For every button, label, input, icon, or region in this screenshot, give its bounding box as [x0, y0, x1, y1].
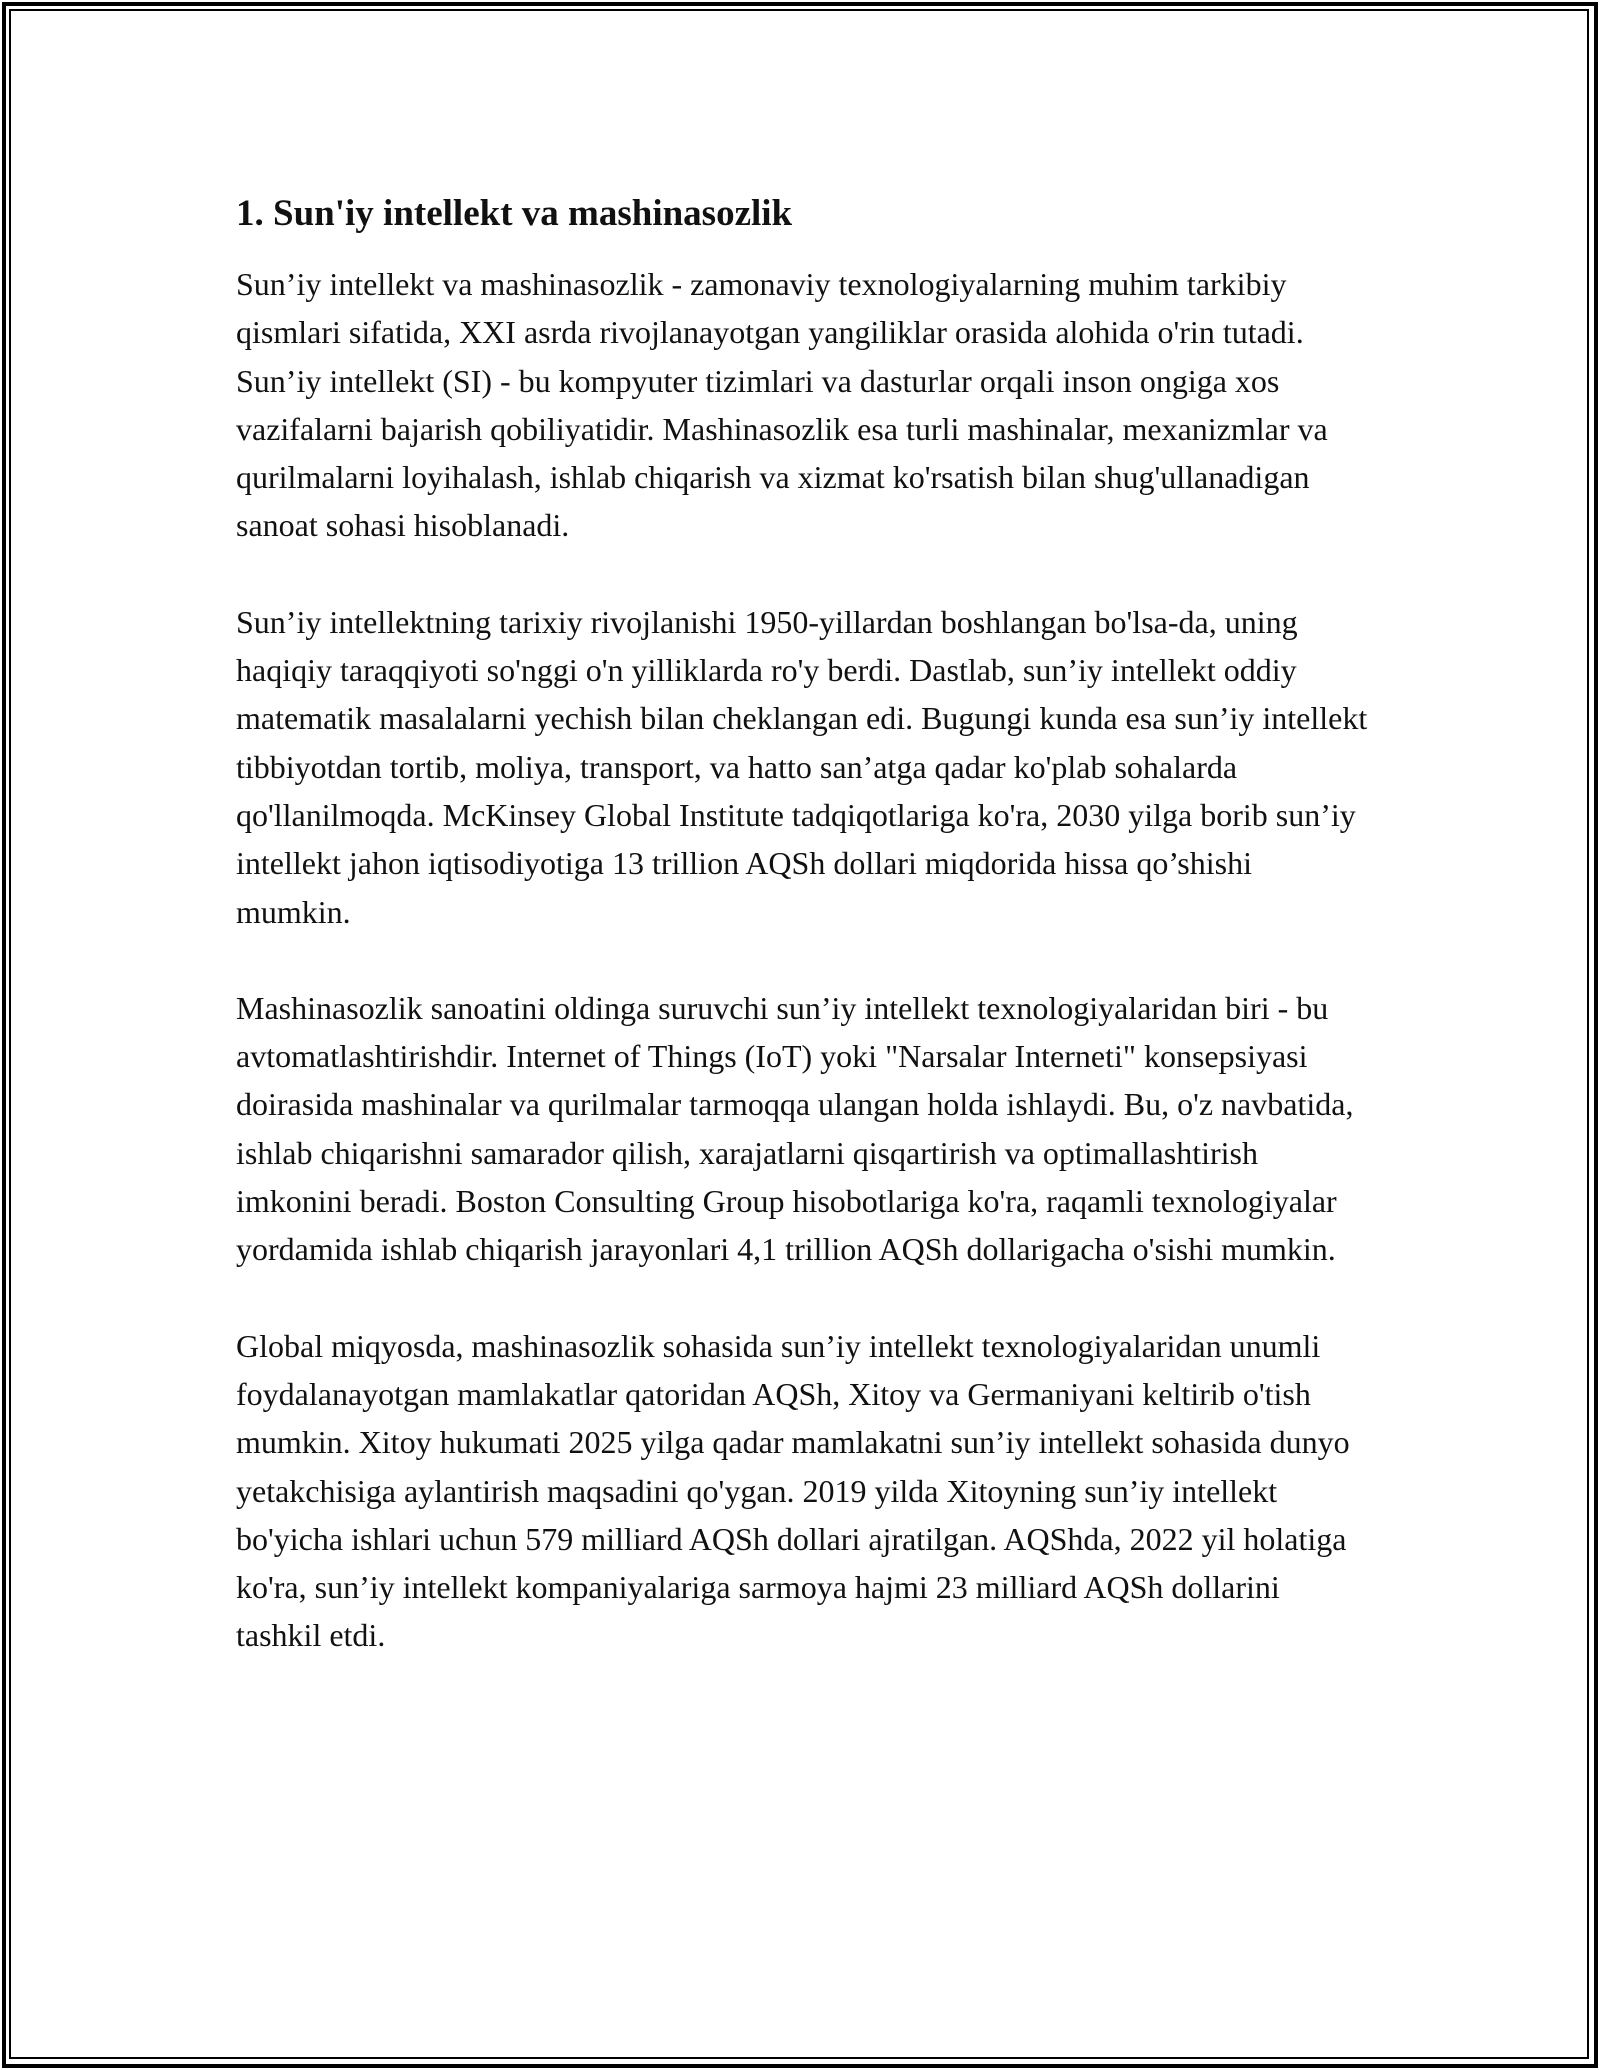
paragraph-1: Sun’iy intellekt va mashinasozlik - zamonaviy texnologiyalarning muhim tarkibiy qismlari sifatida, XXI asrda rivojlanayotgan yangiliklar orasida alohida o'rin tutadi. Sun’iy intellekt (SI) - bu kompyuter tizimlari va dasturlar orqali inson ongiga xos vazifalarni bajarish qobiliyatidir. Mashinasozlik esa turli mashinalar, mexanizmlar va qurilmalarni loyihalash, ishlab chiqarish va xizmat ko'rsatish bilan shug'ullanadigan sanoat sohasi hisoblanadi. [236, 266, 1328, 544]
paragraph-3: Mashinasozlik sanoatini oldinga suruvchi sun’iy intellekt texnologiyalaridan biri - bu avtomatlashtirishdir. Internet of Things (IoT) yoki "Narsalar Interneti" konsepsiyasi doirasida mashinalar va qurilmalar tarmoqqa ulangan holda ishlaydi. Bu, o'z navbatida, ishlab chiqarishni samarador qilish, xarajatlarni qisqartirish va optimallashtirish imkonini beradi. Boston Consulting Group hisobotlariga ko'ra, raqamli texnologiyalar yordamida ishlab chiqarish jarayonlari 4,1 trillion AQSh dollarigacha o'sishi mumkin. [236, 989, 1354, 1268]
section-heading: 1. Sun'iy intellekt va mashinasozlik [236, 193, 793, 234]
paragraph-4: Global miqyosda, mashinasozlik sohasida sun’iy intellekt texnologiyalaridan unumli foydalanayotgan mamlakatlar qatoridan AQSh, Xitoy va Germaniyani keltirib o'tish mumkin. Xitoy hukumati 2025 yilga qadar mamlakatni sun’iy intellekt sohasida dunyo yetakchisiga aylantirish maqsadini qo'ygan. 2019 yilda Xitoyning sun’iy intellekt bo'yicha ishlari uchun 579 milliard AQSh dollari ajratilgan. AQShda, 2022 yil holatiga ko'ra, sun’iy intellekt kompaniyalariga sarmoya hajmi 23 milliard AQSh dollarini tashkil etdi. [236, 1327, 1350, 1654]
document-body [236, 188, 1371, 1708]
paragraph-2: Sun’iy intellektning tarixiy rivojlanishi 1950-yillardan boshlangan bo'lsa-da, uning haqiqiy taraqqiyoti so'nggi o'n yilliklarda ro'y berdi. Dastlab, sun’iy intellekt oddiy matematik masalalarni yechish bilan cheklangan edi. Bugungi kunda esa sun’iy intellekt tibbiyotdan tortib, moliya, transport, va hatto san’atga qadar ko'plab sohalarda qo'llanilmoqda. McKinsey Global Institute tadqiqotlariga ko'ra, 2030 yilga borib sun’iy intellekt jahon iqtisodiyotiga 13 trillion AQSh dollari miqdorida hissa qo’shishi mumkin. [236, 603, 1368, 930]
